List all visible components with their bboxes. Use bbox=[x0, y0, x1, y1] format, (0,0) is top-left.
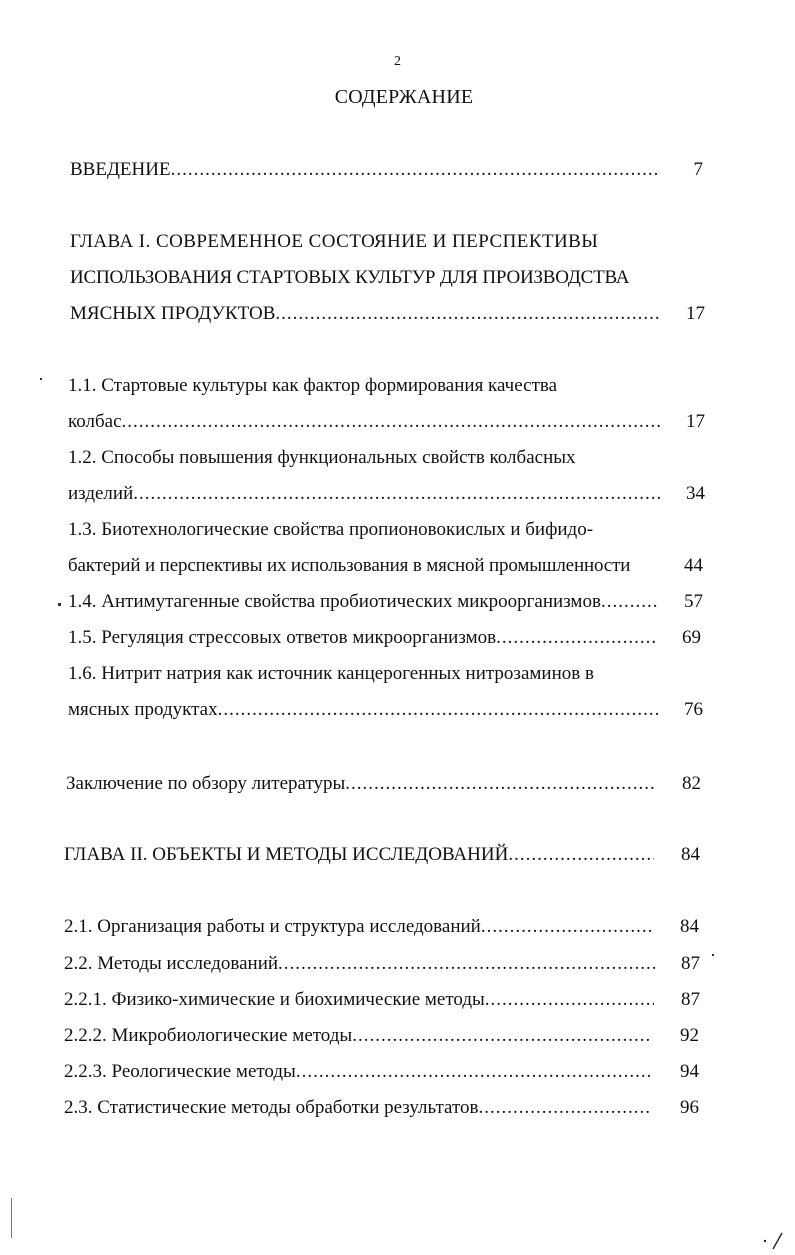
toc-entry-text: 1.4. Антимутагенные свойства пробиотических микроорганизмов bbox=[68, 591, 601, 612]
toc-page-number: 84 bbox=[680, 916, 699, 937]
toc-leader-dots bbox=[171, 158, 660, 182]
scan-speck bbox=[11, 1198, 12, 1238]
toc-section-2-2-3 bbox=[64, 1060, 652, 1084]
toc-leader-dots bbox=[601, 590, 658, 614]
toc-section-2-2-1 bbox=[64, 988, 654, 1012]
toc-leader-dots bbox=[508, 843, 654, 867]
pen-stroke bbox=[773, 1233, 782, 1249]
toc-leader-dots bbox=[485, 988, 654, 1012]
toc-entry-text: 2.2. Методы исследований bbox=[64, 953, 279, 974]
toc-entry-introduction bbox=[70, 158, 660, 182]
toc-page-number: 92 bbox=[680, 1025, 699, 1046]
toc-entry-text: МЯСНЫХ ПРОДУКТОВ bbox=[70, 303, 276, 324]
toc-entry-text: Заключение по обзору литературы bbox=[66, 773, 346, 794]
toc-leader-dots bbox=[133, 482, 660, 506]
scan-speck bbox=[712, 954, 714, 956]
toc-chapter-1-line-2: ИСПОЛЬЗОВАНИЯ СТАРТОВЫХ КУЛЬТУР ДЛЯ ПРОИЗВОДСТВА bbox=[70, 267, 630, 288]
page-number: 2 bbox=[394, 54, 401, 69]
toc-entry-text: 2.2.2. Микробиологические методы bbox=[64, 1025, 353, 1046]
toc-entry-text: 2.1. Организация работы и структура исследований bbox=[64, 916, 481, 937]
toc-entry-text: 2.2.3. Реологические методы bbox=[64, 1061, 296, 1082]
toc-page-number: 17 bbox=[686, 411, 705, 432]
toc-page-number: 87 bbox=[681, 989, 700, 1010]
toc-chapter-2 bbox=[64, 843, 654, 867]
toc-leader-dots bbox=[278, 952, 656, 976]
toc-leader-dots bbox=[481, 915, 654, 939]
pen-mark bbox=[755, 1225, 785, 1251]
toc-section-2-3 bbox=[64, 1096, 652, 1120]
toc-leader-dots bbox=[296, 1060, 652, 1084]
toc-section-1-5 bbox=[68, 626, 656, 650]
toc-section-2-1 bbox=[64, 915, 654, 939]
toc-page-number: 34 bbox=[686, 483, 705, 504]
toc-leader-dots bbox=[218, 698, 658, 722]
toc-page-number: 69 bbox=[682, 627, 701, 648]
toc-page-number: 84 bbox=[681, 844, 700, 865]
toc-leader-dots bbox=[352, 1024, 652, 1048]
toc-page-number: 76 bbox=[684, 699, 703, 720]
toc-chapter-1-line-1: ГЛАВА I. СОВРЕМЕННОЕ СОСТОЯНИЕ И ПЕРСПЕКТИВЫ bbox=[70, 231, 599, 252]
toc-section-1-1-line-2 bbox=[68, 410, 660, 434]
toc-page-number: 44 bbox=[684, 555, 703, 576]
toc-entry-text: колбас bbox=[68, 411, 122, 432]
toc-leader-dots bbox=[478, 1096, 652, 1120]
toc-entry-text: мясных продуктах bbox=[68, 699, 218, 720]
toc-section-1-6-line-2 bbox=[68, 698, 658, 722]
toc-entry-conclusion bbox=[66, 772, 656, 796]
toc-page-number: 7 bbox=[693, 159, 703, 180]
pen-dot bbox=[764, 1240, 766, 1242]
toc-section-1-3-line-2: бактерий и перспективы их использования в мясной промышленности bbox=[68, 555, 631, 576]
toc-section-1-6-line-1: 1.6. Нитрит натрия как источник канцерогенных нитрозаминов в bbox=[68, 663, 594, 684]
page-title: СОДЕРЖАНИЕ bbox=[334, 86, 474, 108]
toc-section-1-4 bbox=[68, 590, 658, 614]
scan-speck bbox=[58, 603, 61, 606]
toc-page-number: 57 bbox=[684, 591, 703, 612]
toc-page-number: 94 bbox=[680, 1061, 699, 1082]
toc-leader-dots bbox=[122, 410, 660, 434]
toc-entry-text: 1.5. Регуляция стрессовых ответов микроорганизмов bbox=[68, 627, 497, 648]
toc-entry-text: 2.2.1. Физико-химические и биохимические методы bbox=[64, 989, 485, 1010]
toc-section-2-2 bbox=[64, 952, 656, 976]
toc-page-number: 87 bbox=[681, 953, 700, 974]
toc-section-2-2-2 bbox=[64, 1024, 652, 1048]
toc-section-1-2-line-2 bbox=[68, 482, 660, 506]
toc-entry-text: ГЛАВА II. ОБЪЕКТЫ И МЕТОДЫ ИССЛЕДОВАНИЙ bbox=[64, 844, 509, 865]
toc-entry-text: 2.3. Статистические методы обработки результатов bbox=[64, 1097, 479, 1118]
toc-leader-dots bbox=[345, 772, 656, 796]
toc-entry-text: изделий bbox=[68, 483, 134, 504]
toc-entry-text: ВВЕДЕНИЕ bbox=[70, 159, 171, 180]
toc-leader-dots bbox=[496, 626, 656, 650]
toc-page-number: 96 bbox=[680, 1097, 699, 1118]
toc-leader-dots bbox=[275, 302, 660, 326]
scan-speck bbox=[40, 378, 42, 380]
toc-section-1-2-line-1: 1.2. Способы повышения функциональных свойств колбасных bbox=[68, 447, 576, 468]
toc-section-1-1-line-1: 1.1. Стартовые культуры как фактор формирования качества bbox=[68, 375, 558, 396]
toc-chapter-1-line-3 bbox=[70, 302, 660, 326]
toc-page-number: 82 bbox=[682, 773, 701, 794]
toc-section-1-3-line-1: 1.3. Биотехнологические свойства пропионовокислых и бифидо- bbox=[68, 519, 594, 540]
toc-page-number: 17 bbox=[686, 303, 705, 324]
